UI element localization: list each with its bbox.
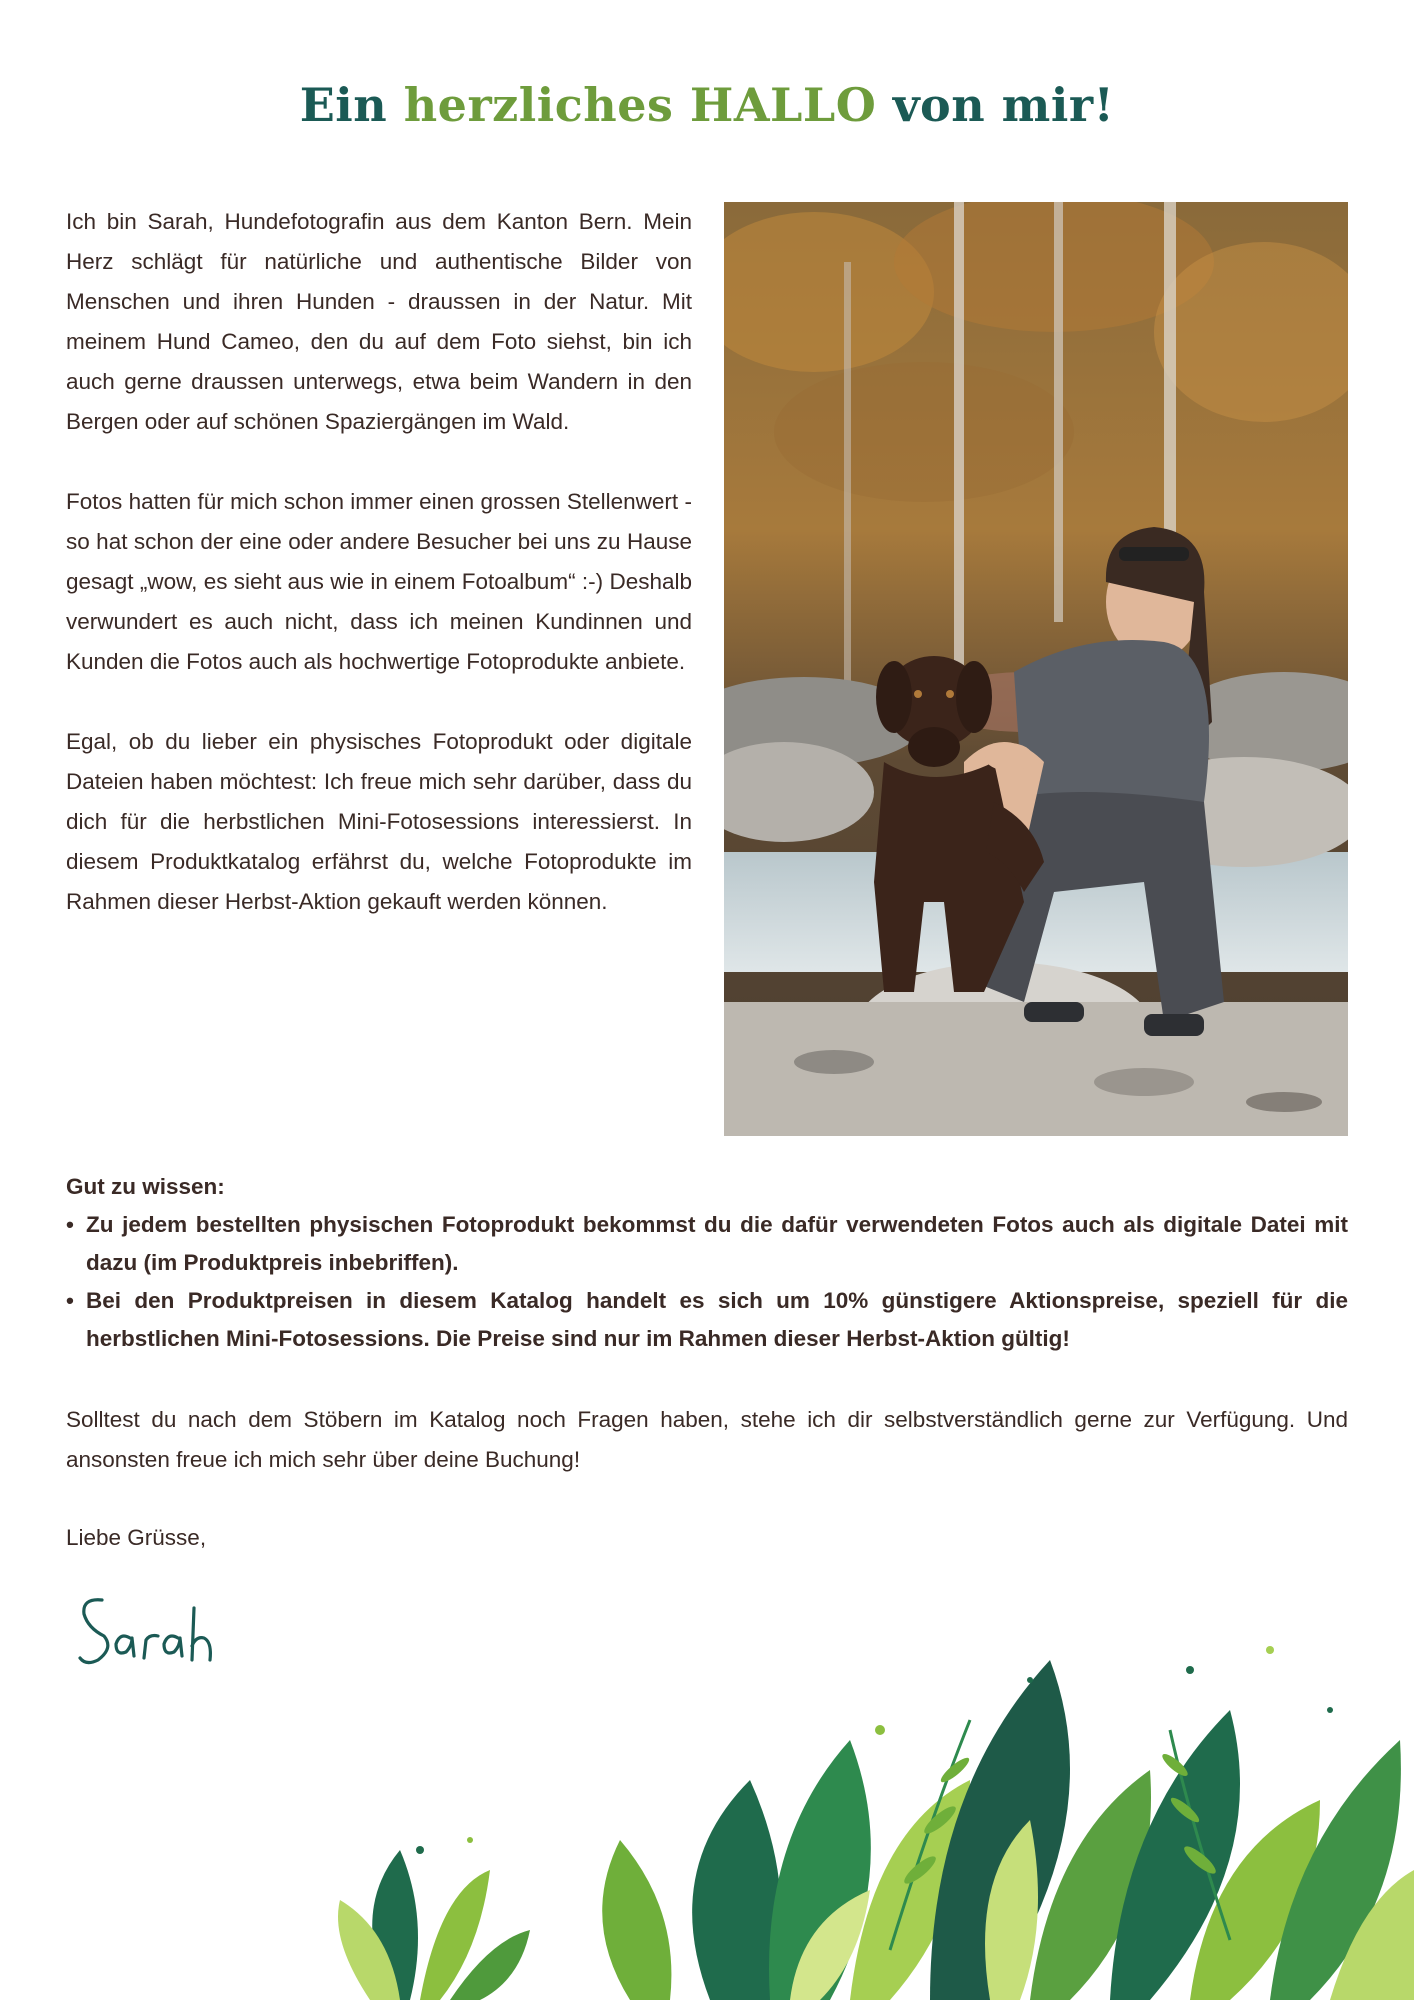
good-to-know-list: [66, 1206, 1348, 1358]
list-item: [66, 1206, 1348, 1282]
list-item-text: Zu jedem bestellten physischen Fotoprodukt bekommst du die dafür verwendeten Fotos auch als digitale Datei mit dazu (im Produktpreis inbebriffen).: [86, 1212, 1348, 1275]
bullet-icon: •: [66, 1212, 74, 1237]
good-to-know-section: [66, 1168, 1348, 1358]
page-title: [0, 78, 1414, 132]
title-part-1: Ein: [299, 78, 388, 132]
regards-text: Liebe Grüsse,: [66, 1525, 207, 1550]
intro-paragraph-3: Egal, ob du lieber ein physisches Fotoprodukt oder digitale Dateien haben möchtest: Ich freue mich sehr darüber, dass du dich für die herbstlichen Mini-Fotosessions interessierst. In diesem Produktkatalog erfährst du, welche Fotoprodukte im Rahmen dieser Herbst-Aktion gekauft werden können.: [66, 729, 692, 914]
title-part-2: herzliches HALLO: [403, 78, 877, 132]
intro-text: [66, 202, 692, 962]
bullet-icon: •: [66, 1288, 74, 1313]
good-to-know-heading: Gut zu wissen:: [66, 1174, 225, 1199]
title-part-3: von mir!: [892, 78, 1115, 132]
woman-with-dog-photo: [724, 202, 1348, 1136]
intro-paragraph-1: Ich bin Sarah, Hundefotografin aus dem Kanton Bern. Mein Herz schlägt für natürliche und authentische Bilder von Menschen und ihren Hunden - draussen in der Natur. Mit meinem Hund Cameo, den du auf dem Foto siehst, bin ich auch gerne draussen unterwegs, etwa beim Wandern in den Bergen oder auf schönen Spaziergängen im Wald.: [66, 209, 692, 434]
list-item: [66, 1282, 1348, 1358]
intro-paragraph-2: Fotos hatten für mich schon immer einen grossen Stellenwert - so hat schon der eine oder andere Besucher bei uns zu Hause gesagt „wow, es sieht aus wie in einem Fotoalbum“ :-) Deshalb verwundert es auch nicht, dass ich meinen Kundinnen und Kunden die Fotos auch als hochwertige Fotoprodukte anbiete.: [66, 489, 692, 674]
closing-text: [66, 1400, 1348, 1480]
closing-paragraph: Solltest du nach dem Stöbern im Katalog noch Fragen haben, stehe ich dir selbstverständlich gerne zur Verfügung. Und ansonsten freue ich mich sehr über deine Buchung!: [66, 1407, 1348, 1472]
leaf-foliage-decoration: [330, 1620, 1414, 2000]
signature: [74, 1588, 244, 1678]
list-item-text: Bei den Produktpreisen in diesem Katalog handelt es sich um 10% günstigere Aktionspreise, speziell für die herbstlichen Mini-Fotosessions. Die Preise sind nur im Rahmen dieser Herbst-Aktion gültig!: [86, 1288, 1348, 1351]
